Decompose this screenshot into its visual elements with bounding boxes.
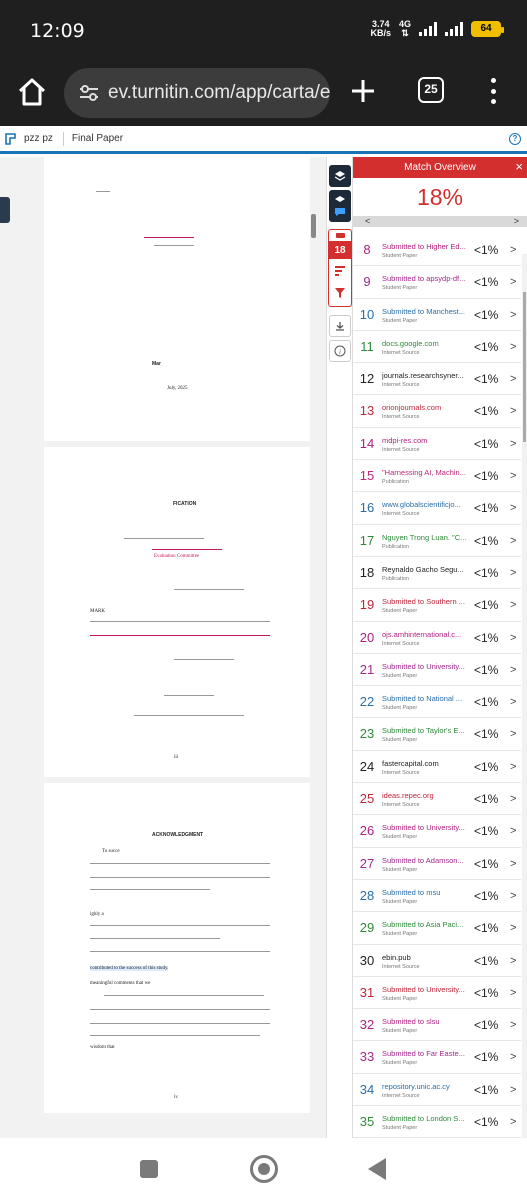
match-percent: <1% bbox=[474, 565, 499, 580]
network-speed bbox=[370, 20, 391, 38]
network-type bbox=[399, 20, 411, 38]
match-number: 19 bbox=[359, 597, 375, 613]
info-button[interactable] bbox=[329, 340, 351, 362]
match-percent: <1% bbox=[474, 436, 499, 451]
new-tab-icon[interactable] bbox=[349, 77, 377, 105]
match-source: Submitted to University... bbox=[382, 823, 465, 833]
turnitin-logo-icon bbox=[4, 132, 18, 146]
match-row[interactable] bbox=[353, 848, 521, 880]
match-source: ojs.amhinternational.c... bbox=[382, 629, 462, 639]
network-type-label: 4G bbox=[398, 19, 411, 29]
match-source: Submitted to Southern ... bbox=[382, 597, 465, 607]
site-settings-icon[interactable] bbox=[78, 82, 100, 104]
info-icon bbox=[334, 345, 346, 357]
header-divider bbox=[63, 132, 64, 146]
chevron-right-icon[interactable]: > bbox=[510, 1083, 517, 1096]
match-number: 17 bbox=[359, 532, 375, 548]
match-number: 24 bbox=[359, 758, 375, 774]
match-number: 32 bbox=[359, 1017, 375, 1033]
match-number: 22 bbox=[359, 694, 375, 710]
page2-num: iii bbox=[174, 755, 179, 760]
match-percent: <1% bbox=[474, 727, 499, 742]
document-page-2 bbox=[44, 447, 310, 777]
paper-title: Final Paper bbox=[71, 133, 124, 144]
more-menu-icon[interactable] bbox=[488, 76, 498, 106]
sort-icon[interactable] bbox=[334, 265, 346, 277]
match-list bbox=[353, 234, 521, 1138]
home-icon[interactable] bbox=[16, 76, 48, 108]
match-source: Submitted to apsydp-df... bbox=[382, 274, 466, 284]
match-source: repository.unic.ac.cy bbox=[382, 1081, 450, 1091]
chevron-right-icon[interactable]: > bbox=[510, 470, 517, 483]
comments-button[interactable] bbox=[329, 190, 351, 222]
match-percent: <1% bbox=[474, 953, 499, 968]
page3-line3: meaningful comments that we bbox=[90, 981, 151, 986]
chevron-right-icon[interactable]: > bbox=[510, 276, 517, 289]
match-number: 20 bbox=[359, 629, 375, 645]
match-source-type: Internet Source bbox=[382, 769, 420, 776]
chevron-right-icon[interactable]: > bbox=[510, 954, 517, 967]
match-number: 15 bbox=[359, 468, 375, 484]
match-number: 27 bbox=[359, 855, 375, 871]
match-number: 9 bbox=[363, 274, 371, 290]
match-source-type: Student Paper bbox=[382, 866, 418, 873]
side-panel-handle[interactable] bbox=[0, 197, 10, 223]
chevron-right-icon[interactable]: > bbox=[510, 534, 517, 547]
match-percent: <1% bbox=[474, 985, 499, 1000]
page1-date: July, 2025 bbox=[167, 386, 188, 391]
match-row[interactable] bbox=[353, 234, 521, 266]
signal-2-icon bbox=[445, 22, 463, 36]
match-row[interactable] bbox=[353, 331, 521, 363]
match-nav bbox=[353, 216, 527, 227]
match-row[interactable] bbox=[353, 266, 521, 298]
document-page-1 bbox=[44, 157, 310, 441]
match-number: 34 bbox=[359, 1081, 375, 1097]
match-source-type: Internet Source bbox=[382, 382, 420, 389]
chevron-right-icon[interactable]: > bbox=[510, 1116, 517, 1129]
system-nav-bar bbox=[0, 1138, 527, 1200]
match-number: 35 bbox=[359, 1114, 375, 1130]
match-source: Submitted to Far Easte... bbox=[382, 1049, 465, 1059]
data-arrows-icon: ⇅ bbox=[401, 28, 409, 38]
page3-line4: wisdom that bbox=[90, 1045, 115, 1050]
chevron-right-icon[interactable]: > bbox=[510, 922, 517, 935]
match-row[interactable] bbox=[353, 428, 521, 460]
match-source: www.globalscientificjo... bbox=[382, 500, 461, 510]
match-row[interactable] bbox=[353, 718, 521, 750]
match-percent: <1% bbox=[474, 856, 499, 871]
match-source: mdpi-res.com bbox=[382, 435, 428, 445]
status-indicators bbox=[370, 20, 501, 38]
comment-icon bbox=[334, 207, 346, 217]
match-percent: <1% bbox=[474, 501, 499, 516]
match-source: Submitted to Taylor's E... bbox=[382, 726, 465, 736]
match-source-type: Internet Source bbox=[382, 511, 420, 518]
download-button[interactable] bbox=[329, 315, 351, 337]
similarity-percent: 18% bbox=[416, 184, 464, 210]
match-source: "Harnessing AI, Machin... bbox=[382, 468, 466, 478]
chevron-right-icon[interactable]: > bbox=[510, 437, 517, 450]
match-source: Submitted to London S... bbox=[382, 1114, 465, 1124]
match-row[interactable] bbox=[353, 880, 521, 912]
match-percent: <1% bbox=[474, 759, 499, 774]
match-list-scrollbar[interactable] bbox=[522, 254, 527, 1138]
chevron-right-icon[interactable]: > bbox=[510, 308, 517, 321]
match-source-type: Student Paper bbox=[382, 1060, 418, 1067]
match-overview-title: Match Overview bbox=[404, 162, 476, 173]
match-number: 13 bbox=[359, 403, 375, 419]
match-number: 10 bbox=[359, 306, 375, 322]
similarity-count-badge[interactable]: 18 bbox=[329, 241, 351, 259]
chevron-right-icon[interactable]: > bbox=[510, 340, 517, 353]
match-percent: <1% bbox=[474, 469, 499, 484]
chevron-right-icon[interactable]: > bbox=[510, 663, 517, 676]
signal-1-icon bbox=[419, 22, 437, 36]
recents-button[interactable] bbox=[140, 1160, 158, 1178]
page2-committee: Evaluation Committee bbox=[154, 554, 200, 559]
status-time: 12:09 bbox=[30, 20, 85, 42]
match-source-type: Internet Source bbox=[382, 963, 420, 970]
match-source: fastercapital.com bbox=[382, 758, 439, 768]
match-percent: <1% bbox=[474, 1018, 499, 1033]
match-row[interactable] bbox=[353, 654, 521, 686]
back-button[interactable] bbox=[368, 1158, 386, 1180]
chevron-right-icon[interactable]: > bbox=[510, 986, 517, 999]
help-icon[interactable]: ? bbox=[509, 133, 521, 145]
match-source-type: Student Paper bbox=[382, 1125, 418, 1132]
match-percent: <1% bbox=[474, 243, 499, 257]
match-source: Submitted to Manchest... bbox=[382, 306, 465, 316]
url-text: ev.turnitin.com/app/carta/e bbox=[108, 82, 330, 103]
match-number: 12 bbox=[359, 371, 375, 387]
match-source-type: Internet Source bbox=[382, 802, 420, 809]
match-percent: <1% bbox=[474, 404, 499, 419]
match-source: Nguyen Trong Luan. "C... bbox=[382, 532, 467, 542]
match-source-type: Internet Source bbox=[382, 349, 420, 356]
match-row[interactable] bbox=[353, 1041, 521, 1073]
match-source-type: Internet Source bbox=[382, 446, 420, 453]
page3-line1: To succe bbox=[102, 849, 120, 854]
match-source: Submitted to University... bbox=[382, 661, 465, 671]
match-number: 28 bbox=[359, 887, 375, 903]
chevron-right-icon[interactable]: > bbox=[510, 373, 517, 386]
match-row[interactable] bbox=[353, 815, 521, 847]
user-name: pzz pz bbox=[24, 133, 53, 144]
page1-text: Mar bbox=[152, 361, 161, 367]
chevron-right-icon[interactable]: > bbox=[510, 825, 517, 838]
svg-text:i: i bbox=[339, 348, 341, 356]
match-source-type: Internet Source bbox=[382, 414, 420, 421]
stack-icon bbox=[335, 196, 345, 204]
match-source: docs.google.com bbox=[382, 338, 439, 348]
match-source: Submitted to Adamson... bbox=[382, 855, 464, 865]
match-row[interactable] bbox=[353, 557, 521, 589]
chevron-right-icon[interactable]: > bbox=[510, 889, 517, 902]
match-number: 16 bbox=[359, 500, 375, 516]
network-speed-unit: KB/s bbox=[370, 28, 391, 38]
match-number: 29 bbox=[359, 920, 375, 936]
match-percent: <1% bbox=[474, 533, 499, 548]
close-icon[interactable]: × bbox=[515, 159, 523, 174]
similarity-layer-icon bbox=[336, 233, 345, 238]
match-source-type: Internet Source bbox=[382, 1092, 420, 1099]
match-source: Submitted to Asia Paci... bbox=[382, 920, 464, 930]
match-percent: <1% bbox=[474, 824, 499, 839]
match-number: 11 bbox=[360, 338, 374, 354]
match-source: Submitted to Higher Ed... bbox=[382, 242, 466, 251]
next-match-button[interactable]: > bbox=[513, 216, 519, 226]
match-source: journals.researchsyner... bbox=[382, 371, 464, 381]
download-icon bbox=[335, 321, 345, 331]
match-row[interactable] bbox=[353, 751, 521, 783]
match-source: Submitted to slsu bbox=[382, 1017, 440, 1027]
match-row[interactable] bbox=[353, 783, 521, 815]
match-source: orionjournals.com bbox=[382, 403, 442, 413]
match-source-type: Publication bbox=[382, 543, 409, 550]
filter-icon[interactable] bbox=[334, 287, 346, 299]
match-source-type: Student Paper bbox=[382, 931, 418, 938]
chevron-right-icon[interactable]: > bbox=[510, 696, 517, 709]
match-row[interactable] bbox=[353, 912, 521, 944]
match-source-type: Publication bbox=[382, 479, 409, 486]
document-viewer[interactable] bbox=[0, 157, 326, 1138]
chevron-right-icon[interactable]: > bbox=[510, 631, 517, 644]
match-source-type: Student Paper bbox=[382, 672, 418, 679]
match-source-type: Student Paper bbox=[382, 995, 418, 1002]
match-number: 21 bbox=[359, 661, 375, 677]
turnitin-header bbox=[0, 126, 527, 154]
chevron-right-icon[interactable]: > bbox=[510, 599, 517, 612]
match-source: Submitted to University... bbox=[382, 984, 465, 994]
match-source: Reynaldo Gacho Segu... bbox=[382, 564, 464, 574]
match-number: 26 bbox=[359, 823, 375, 839]
match-percent: <1% bbox=[474, 307, 499, 322]
match-source-type: Student Paper bbox=[382, 285, 418, 292]
match-source: Submitted to msu bbox=[382, 887, 441, 897]
side-toolbar bbox=[326, 157, 352, 1138]
home-button[interactable] bbox=[250, 1155, 278, 1183]
match-row[interactable] bbox=[353, 460, 521, 492]
match-percent: <1% bbox=[474, 792, 499, 807]
document-page-3 bbox=[44, 783, 310, 1113]
match-source: ebin.pub bbox=[382, 952, 411, 962]
match-number: 25 bbox=[359, 791, 375, 807]
match-row[interactable] bbox=[353, 977, 521, 1009]
page3-line2: ighly a bbox=[90, 912, 104, 917]
chevron-right-icon[interactable]: > bbox=[510, 760, 517, 773]
match-row[interactable] bbox=[353, 589, 521, 621]
match-row[interactable] bbox=[353, 945, 521, 977]
tab-switcher-button[interactable]: 25 bbox=[418, 77, 444, 103]
match-percent: <1% bbox=[474, 662, 499, 677]
page2-heading: FICATION bbox=[173, 501, 197, 507]
match-row[interactable] bbox=[353, 363, 521, 395]
match-row[interactable] bbox=[353, 395, 521, 427]
network-speed-value: 3.74 bbox=[371, 19, 390, 29]
match-row[interactable] bbox=[353, 299, 521, 331]
chevron-right-icon[interactable]: > bbox=[510, 566, 517, 579]
match-percent: <1% bbox=[474, 1050, 499, 1065]
match-source: Submitted to National ... bbox=[382, 694, 463, 704]
chevron-right-icon[interactable]: > bbox=[510, 728, 517, 741]
match-percent: <1% bbox=[474, 372, 499, 387]
page3-num: iv bbox=[174, 1095, 178, 1100]
match-number: 30 bbox=[359, 952, 375, 968]
layers-icon bbox=[334, 170, 346, 182]
chevron-right-icon[interactable]: > bbox=[510, 502, 517, 515]
match-number: 14 bbox=[359, 435, 375, 451]
browser-toolbar bbox=[0, 62, 527, 126]
match-row[interactable] bbox=[353, 622, 521, 654]
match-number: 18 bbox=[359, 564, 375, 580]
match-row[interactable] bbox=[353, 1074, 521, 1106]
chevron-right-icon[interactable]: > bbox=[510, 793, 517, 806]
match-percent: <1% bbox=[474, 695, 499, 710]
match-row[interactable] bbox=[353, 686, 521, 718]
match-number: 23 bbox=[359, 726, 375, 742]
match-source: ideas.repec.org bbox=[382, 791, 434, 801]
match-number: 8 bbox=[363, 242, 371, 257]
chevron-right-icon[interactable]: > bbox=[510, 244, 517, 256]
match-percent: <1% bbox=[474, 339, 499, 354]
match-source-type: Student Paper bbox=[382, 705, 418, 712]
match-source-type: Student Paper bbox=[382, 608, 418, 615]
page3-highlight[interactable]: contributed to the success of this study. bbox=[90, 966, 169, 971]
match-source-type: Student Paper bbox=[382, 898, 418, 905]
page2-mark: MARK bbox=[90, 609, 106, 614]
prev-match-button[interactable]: < bbox=[365, 216, 371, 226]
match-number: 33 bbox=[359, 1049, 375, 1065]
match-source-type: Student Paper bbox=[382, 253, 418, 259]
chevron-right-icon[interactable]: > bbox=[510, 405, 517, 418]
match-source-type: Internet Source bbox=[382, 640, 420, 647]
match-source-type: Student Paper bbox=[382, 834, 418, 841]
match-overview-header bbox=[353, 157, 527, 178]
match-percent: <1% bbox=[474, 1115, 499, 1130]
match-number: 31 bbox=[359, 984, 375, 1000]
match-source-type: Student Paper bbox=[382, 737, 418, 744]
match-percent: <1% bbox=[474, 630, 499, 645]
document-scrollbar[interactable] bbox=[311, 214, 316, 238]
address-bar[interactable] bbox=[64, 68, 330, 118]
chevron-right-icon[interactable]: > bbox=[510, 1051, 517, 1064]
match-source-type: Student Paper bbox=[382, 317, 418, 324]
match-percent: <1% bbox=[474, 598, 499, 613]
match-row[interactable] bbox=[353, 1009, 521, 1041]
chevron-right-icon[interactable]: > bbox=[510, 1019, 517, 1032]
match-source-type: Publication bbox=[382, 575, 409, 582]
match-row[interactable] bbox=[353, 1106, 521, 1138]
match-percent: <1% bbox=[474, 275, 499, 290]
similarity-group bbox=[328, 229, 352, 307]
layers-button[interactable] bbox=[329, 165, 351, 187]
match-percent: <1% bbox=[474, 1082, 499, 1097]
battery-icon: 64 bbox=[471, 21, 501, 37]
match-row[interactable] bbox=[353, 492, 521, 524]
match-percent: <1% bbox=[474, 888, 499, 903]
match-percent: <1% bbox=[474, 921, 499, 936]
web-page bbox=[0, 126, 527, 1138]
page3-heading: ACKNOWLEDGMENT bbox=[152, 832, 204, 838]
match-overview-panel bbox=[352, 157, 527, 1138]
chevron-right-icon[interactable]: > bbox=[510, 857, 517, 870]
status-bar bbox=[0, 0, 527, 62]
match-row[interactable] bbox=[353, 525, 521, 557]
match-source-type: Student Paper bbox=[382, 1028, 418, 1035]
